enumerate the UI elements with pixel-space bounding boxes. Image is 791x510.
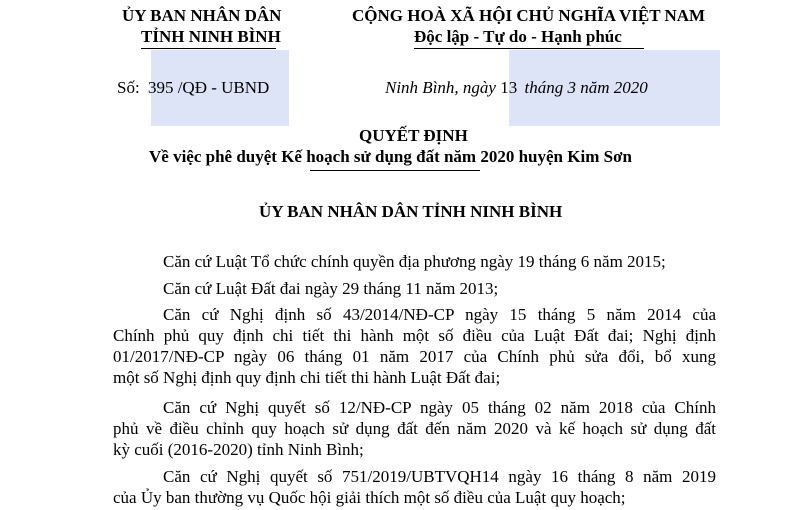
date-day: 13 [500, 78, 518, 97]
agency-province: TỈNH NINH BÌNH [141, 27, 281, 46]
basis-1 [113, 251, 666, 272]
national-motto: Độc lập - Tự do - Hạnh phúc [414, 27, 622, 46]
basis-4-line: kỳ cuối (2016-2020) tỉnh Ninh Bình; [113, 440, 364, 459]
basis-5-line: của Ủy ban thường vụ Quốc hội giải thích một số điều của Luật quy hoạch; [113, 488, 626, 507]
agency-name: ỦY BAN NHÂN DÂN [122, 6, 282, 25]
basis-5-line: Căn cứ Nghị quyết số 751/2019/UBTVQH14 ngày 16 tháng 8 năm 2019 [163, 467, 716, 486]
date-rest: tháng 3 năm 2020 [524, 78, 648, 97]
basis-3-line: Căn cứ Nghị định số 43/2014/NĐ-CP ngày 15 tháng 5 năm 2014 của [163, 305, 716, 324]
agency-underline [141, 48, 276, 49]
basis-2 [113, 278, 498, 299]
basis-4-line: phủ về điều chỉnh quy hoạch sử dụng đất đến năm 2020 và kế hoạch sử dụng đất [113, 419, 716, 438]
basis-3 [113, 304, 716, 388]
basis-3-line: 01/2017/NĐ-CP ngày 06 tháng 01 năm 2017 của Chính phủ sửa đổi, bổ xung [113, 347, 716, 366]
place-date [385, 78, 648, 98]
date-prefix: Ninh Bình, ngày [385, 78, 496, 97]
basis-1-line: Căn cứ Luật Tổ chức chính quyền địa phương ngày 19 tháng 6 năm 2015; [163, 252, 666, 271]
basis-4-line: Căn cứ Nghị quyết số 12/NĐ-CP ngày 05 tháng 02 năm 2018 của Chính [163, 398, 716, 417]
decision-subject: Về việc phê duyệt Kế hoạch sử dụng đất năm 2020 huyện Kim Sơn [149, 147, 632, 166]
issuer-heading: ỦY BAN NHÂN DÂN TỈNH NINH BÌNH [259, 202, 563, 221]
basis-3-line: một số Nghị định quy định chi tiết thi hành Luật Đất đai; [113, 368, 501, 387]
motto-underline [414, 48, 644, 49]
basis-4 [113, 397, 716, 460]
basis-2-line: Căn cứ Luật Đất đai ngày 29 tháng 11 năm 2013; [163, 279, 499, 298]
number-prefix: Số: [117, 78, 140, 97]
subject-underline [310, 170, 480, 171]
basis-5 [113, 466, 716, 508]
decision-title: QUYẾT ĐỊNH [359, 126, 468, 145]
document-number [117, 78, 269, 98]
national-title: CỘNG HOÀ XÃ HỘI CHỦ NGHĨA VIỆT NAM [352, 6, 706, 25]
number-value: 395 /QĐ - UBND [147, 78, 270, 97]
basis-3-line: Chính phủ quy định chi tiết thi hành một số điều của Luật Đất đai; Nghị định [113, 326, 716, 345]
